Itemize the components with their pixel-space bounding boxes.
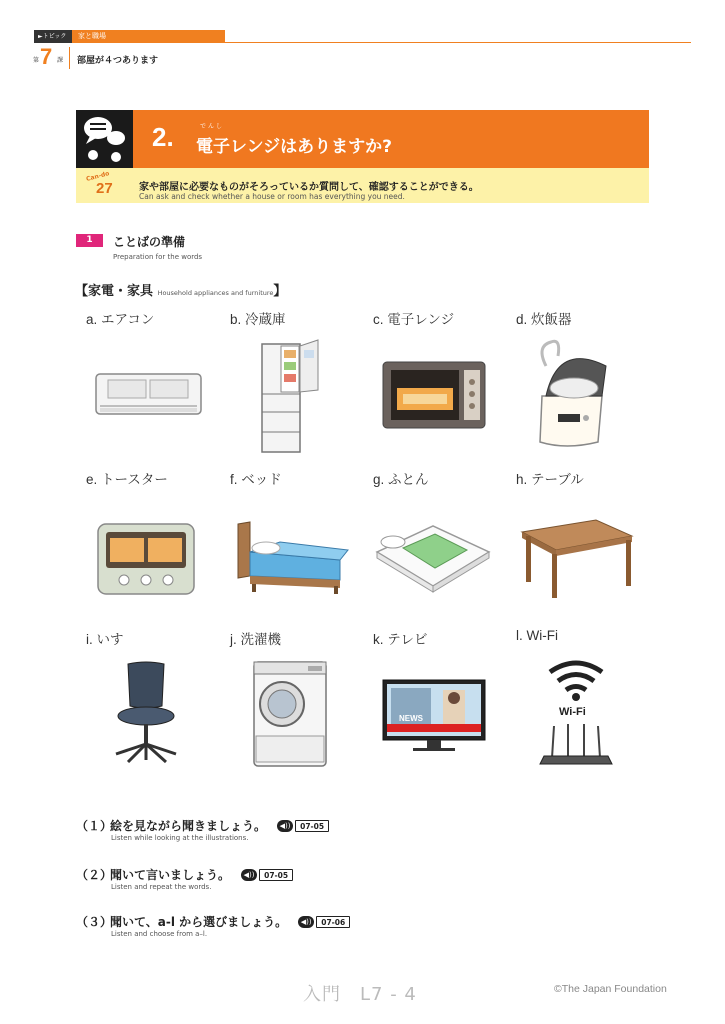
- vocab-item-table: [506, 468, 646, 618]
- exercise-english: Listen and repeat the words.: [111, 883, 212, 891]
- exercise-number: （２）: [76, 868, 113, 882]
- lesson-ka: 課: [57, 57, 64, 64]
- exercise-text: 絵を見ながら聞きましょう。: [110, 819, 267, 833]
- speaker-icon: ◀)): [298, 916, 314, 928]
- air-conditioner-icon: [76, 336, 216, 454]
- banner-title-ruby: でんし: [200, 123, 225, 130]
- subsection-en: Household appliances and furniture: [157, 289, 274, 297]
- vocab-item-microwave: [363, 308, 503, 458]
- tv-icon: [363, 656, 503, 774]
- refrigerator-icon: [220, 336, 360, 454]
- vocab-item-tv: [363, 628, 503, 778]
- topic-tag: ►トピック: [34, 30, 72, 43]
- chair-icon: [76, 656, 216, 774]
- conversation-icon: [76, 110, 133, 168]
- bracket-open: 【: [75, 284, 89, 299]
- lesson-dai: 第: [33, 57, 40, 64]
- table-icon: [506, 496, 646, 614]
- subsection-title: [75, 280, 286, 299]
- topic-name: 家と職場: [72, 30, 225, 43]
- vocab-item-wifi: [506, 628, 646, 778]
- lesson-banner: [76, 110, 649, 203]
- rice-cooker-icon: [506, 336, 646, 454]
- exercise-number: （１）: [76, 819, 113, 833]
- page-number: 入門 L7 - 4: [303, 984, 417, 1005]
- item-label: b. 冷蔵庫: [230, 312, 286, 327]
- futon-icon: [363, 496, 503, 614]
- microwave-icon: [363, 336, 503, 454]
- toaster-icon: [76, 496, 216, 614]
- washing-machine-icon: [220, 656, 360, 774]
- audio-button[interactable]: [298, 916, 350, 928]
- audio-button[interactable]: [277, 820, 329, 832]
- vocab-item-rice-cooker: [506, 308, 646, 458]
- item-label: e. トースター: [86, 472, 168, 487]
- header-rule: [225, 42, 691, 43]
- lesson-divider: [69, 47, 70, 69]
- exercise-english: Listen and choose from a–l.: [111, 930, 208, 938]
- vocab-item-air-conditioner: [76, 308, 216, 458]
- wifi-text: Wi-Fi: [559, 706, 586, 718]
- section-english: Preparation for the words: [113, 253, 203, 261]
- exercise-text: 聞いて言いましょう。: [110, 868, 231, 882]
- vocab-item-toaster: [76, 468, 216, 618]
- item-label: a. エアコン: [86, 312, 155, 327]
- speaker-icon: ◀)): [241, 869, 257, 881]
- vocab-item-refrigerator: [220, 308, 360, 458]
- bed-icon: [220, 496, 360, 614]
- item-label: g. ふとん: [373, 472, 429, 487]
- subsection-jp: 家電・家具: [88, 284, 154, 299]
- vocab-item-bed: [220, 468, 360, 618]
- exercise-number: （３）: [76, 915, 113, 929]
- vocab-item-chair: [76, 628, 216, 778]
- copyright: ©The Japan Foundation: [554, 983, 667, 995]
- exercise-english: Listen while looking at the illustrations.: [111, 834, 249, 842]
- tv-news-text: NEWS: [399, 714, 423, 723]
- banner-number: 2.: [152, 122, 174, 152]
- item-label: j. 洗濯機: [230, 632, 282, 647]
- exercise-1: [76, 815, 676, 842]
- lesson-number: 7: [40, 44, 53, 69]
- exercise-text: 聞いて、a-l から選びましょう。: [110, 915, 288, 929]
- item-label: k. テレビ: [373, 632, 428, 647]
- cando-text: 家や部屋に必要なものがそろっているか質問して、確認することができる。: [139, 182, 479, 193]
- item-label: l. Wi-Fi: [516, 628, 558, 643]
- audio-button[interactable]: [241, 869, 293, 881]
- cando-number: 27: [96, 180, 113, 197]
- vocab-item-futon: [363, 468, 503, 618]
- cando-label: Can-do: [85, 170, 111, 183]
- vocab-item-washing-machine: [220, 628, 360, 778]
- wifi-router-icon: [506, 656, 646, 774]
- audio-code: 07-05: [295, 820, 329, 832]
- bracket-close: 】: [273, 284, 287, 299]
- audio-code: 07-05: [259, 869, 293, 881]
- exercise-2: [76, 864, 676, 891]
- banner-title: 電子レンジはありますか?: [196, 137, 393, 157]
- item-label: f. ベッド: [230, 472, 282, 487]
- item-label: c. 電子レンジ: [373, 312, 455, 327]
- item-label: i. いす: [86, 632, 124, 647]
- speaker-icon: ◀)): [277, 820, 293, 832]
- lesson-title: 部屋が４つあります: [77, 56, 159, 66]
- cando-english: Can ask and check whether a house or room has everything you need.: [139, 192, 405, 201]
- audio-code: 07-06: [316, 916, 350, 928]
- section-title: ことばの準備: [113, 235, 186, 249]
- section-number: 1: [76, 234, 103, 247]
- item-label: h. テーブル: [516, 472, 584, 487]
- exercise-3: [76, 911, 676, 938]
- item-label: d. 炊飯器: [516, 312, 572, 327]
